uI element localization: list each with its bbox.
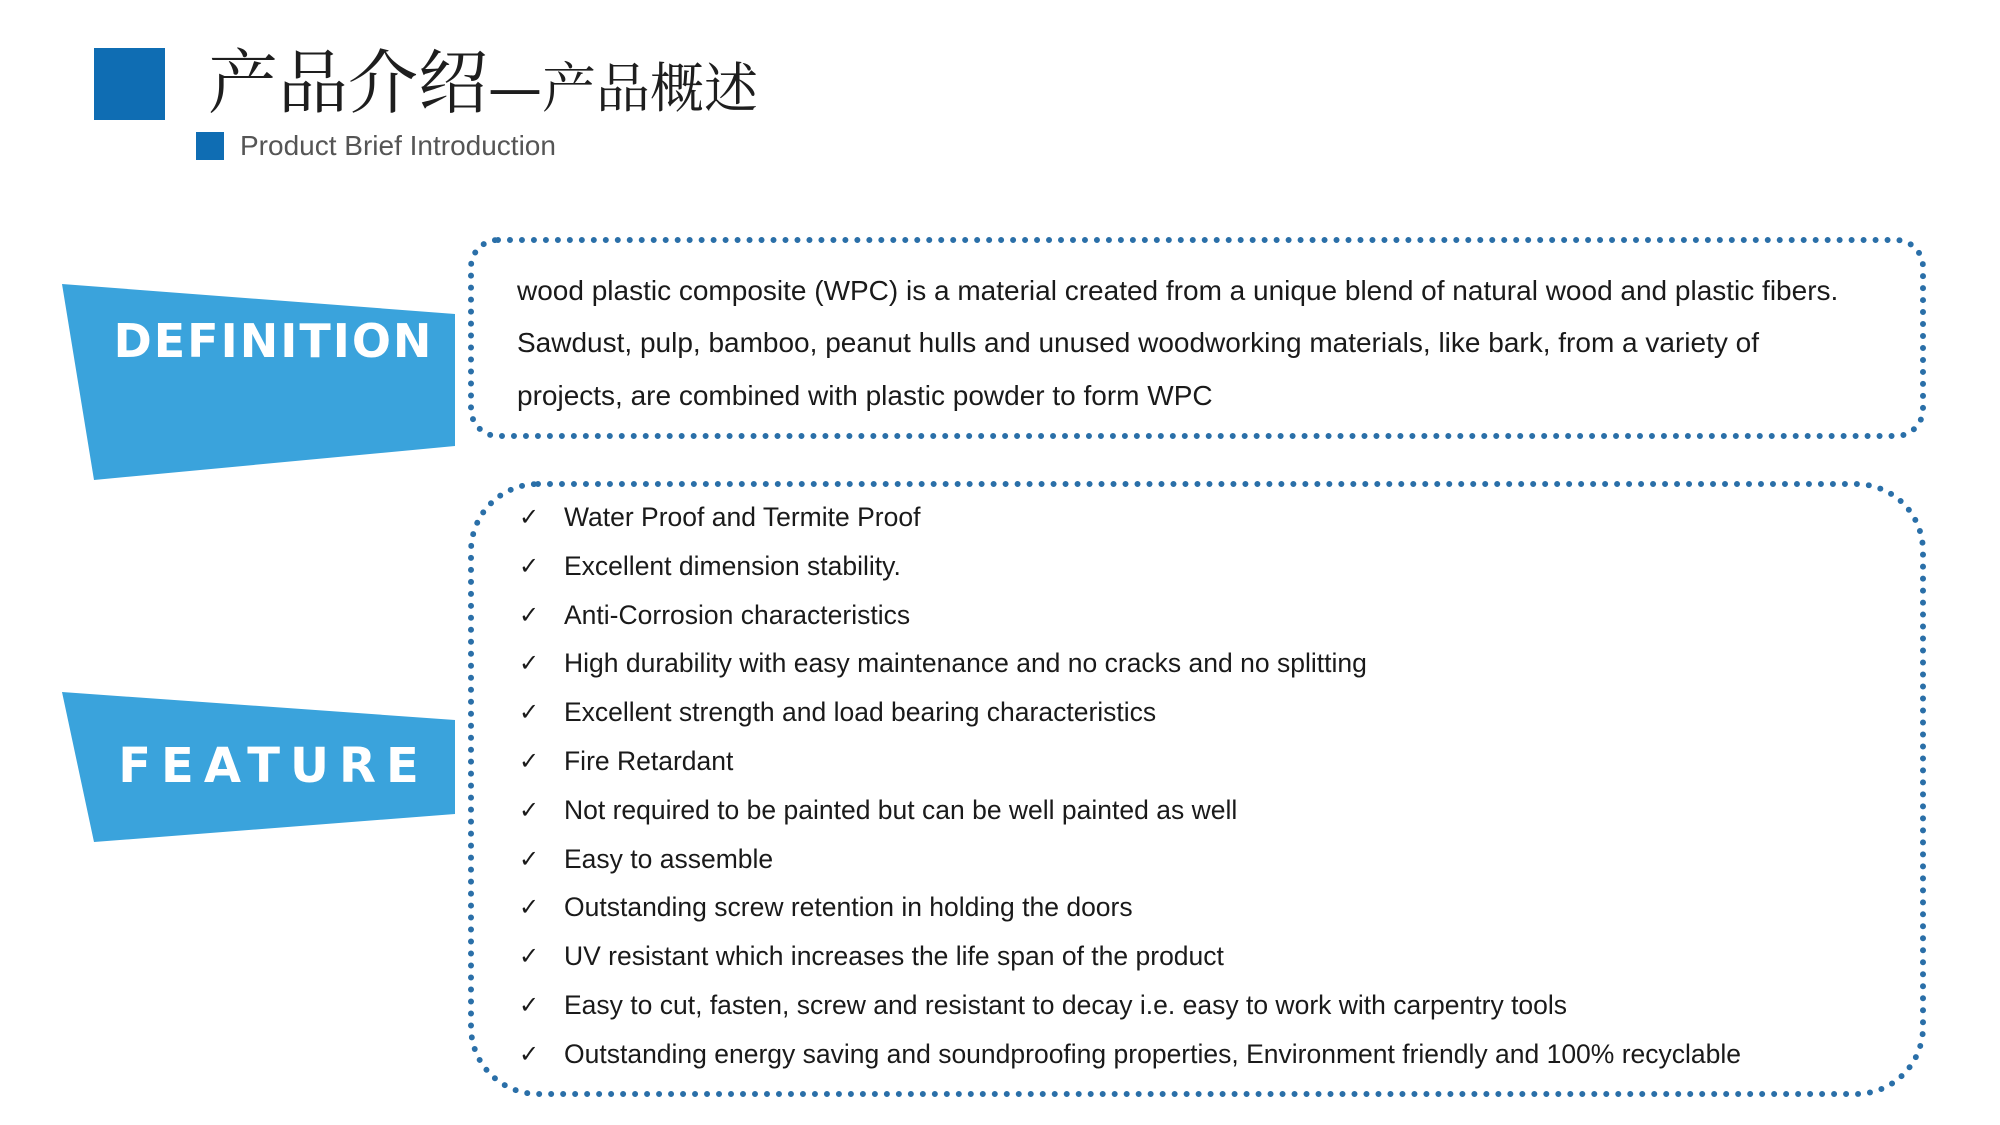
title-accent-square bbox=[94, 48, 165, 120]
feature-text: Fire Retardant bbox=[564, 746, 734, 776]
definition-line: Sawdust, pulp, bamboo, peanut hulls and unused woodworking materials, like bark, from a variety of bbox=[517, 327, 1760, 358]
check-icon: ✓ bbox=[519, 747, 540, 775]
check-icon: ✓ bbox=[519, 844, 540, 873]
feature-text: High durability with easy maintenance and no cracks and no splitting bbox=[564, 648, 1367, 679]
feature-banner bbox=[62, 692, 455, 842]
check-icon: ✓ bbox=[519, 698, 540, 727]
definition-banner bbox=[62, 284, 455, 434]
definition-line: projects, are combined with plastic powder to form WPC bbox=[517, 380, 1213, 411]
check-icon: ✓ bbox=[519, 991, 540, 1019]
title-rest: —产品概述 bbox=[488, 57, 758, 120]
definition-label: DEFINITION bbox=[113, 314, 434, 368]
feature-item bbox=[519, 940, 1224, 972]
subtitle-accent-square bbox=[196, 132, 224, 160]
check-icon: ✓ bbox=[519, 600, 540, 629]
feature-item bbox=[519, 647, 1367, 679]
feature-text: Outstanding screw retention in holding the doors bbox=[564, 892, 1133, 923]
feature-item bbox=[519, 745, 733, 777]
feature-text: Excellent strength and load bearing characteristics bbox=[564, 697, 1157, 728]
check-icon: ✓ bbox=[519, 1039, 540, 1068]
feature-item bbox=[519, 550, 901, 582]
feature-item bbox=[519, 1038, 1741, 1070]
check-icon: ✓ bbox=[519, 893, 540, 922]
feature-text: Easy to cut, fasten, screw and resistant to decay i.e. easy to work with carpentry tools bbox=[564, 990, 1568, 1020]
feature-label: FEATURE bbox=[118, 738, 429, 794]
feature-item bbox=[519, 989, 1567, 1021]
page-title bbox=[208, 38, 758, 134]
check-icon: ✓ bbox=[519, 942, 540, 971]
feature-text: Not required to be painted but can be well painted as well bbox=[564, 794, 1238, 825]
feature-item bbox=[519, 843, 773, 875]
feature-text: Easy to assemble bbox=[564, 843, 774, 874]
feature-item bbox=[519, 599, 910, 631]
check-icon: ✓ bbox=[519, 551, 540, 580]
page-subtitle: Product Brief Introduction bbox=[240, 130, 556, 161]
feature-item bbox=[519, 696, 1156, 728]
check-icon: ✓ bbox=[519, 503, 540, 531]
check-icon: ✓ bbox=[519, 649, 540, 678]
feature-text: Excellent dimension stability. bbox=[564, 550, 901, 581]
feature-item bbox=[519, 501, 920, 533]
feature-text: UV resistant which increases the life span of the product bbox=[564, 941, 1224, 972]
feature-item bbox=[519, 794, 1237, 826]
definition-line: wood plastic composite (WPC) is a material created from a unique blend of natural wood and plastic fibers. bbox=[517, 275, 1839, 306]
feature-text: Anti-Corrosion characteristics bbox=[564, 599, 911, 630]
feature-text: Water Proof and Termite Proof bbox=[564, 502, 921, 532]
title-main: 产品介绍 bbox=[208, 42, 488, 124]
check-icon: ✓ bbox=[519, 795, 540, 824]
feature-text: Outstanding energy saving and soundproofing properties, Environment friendly and 100% recyclable bbox=[564, 1038, 1742, 1069]
feature-item bbox=[519, 891, 1133, 923]
